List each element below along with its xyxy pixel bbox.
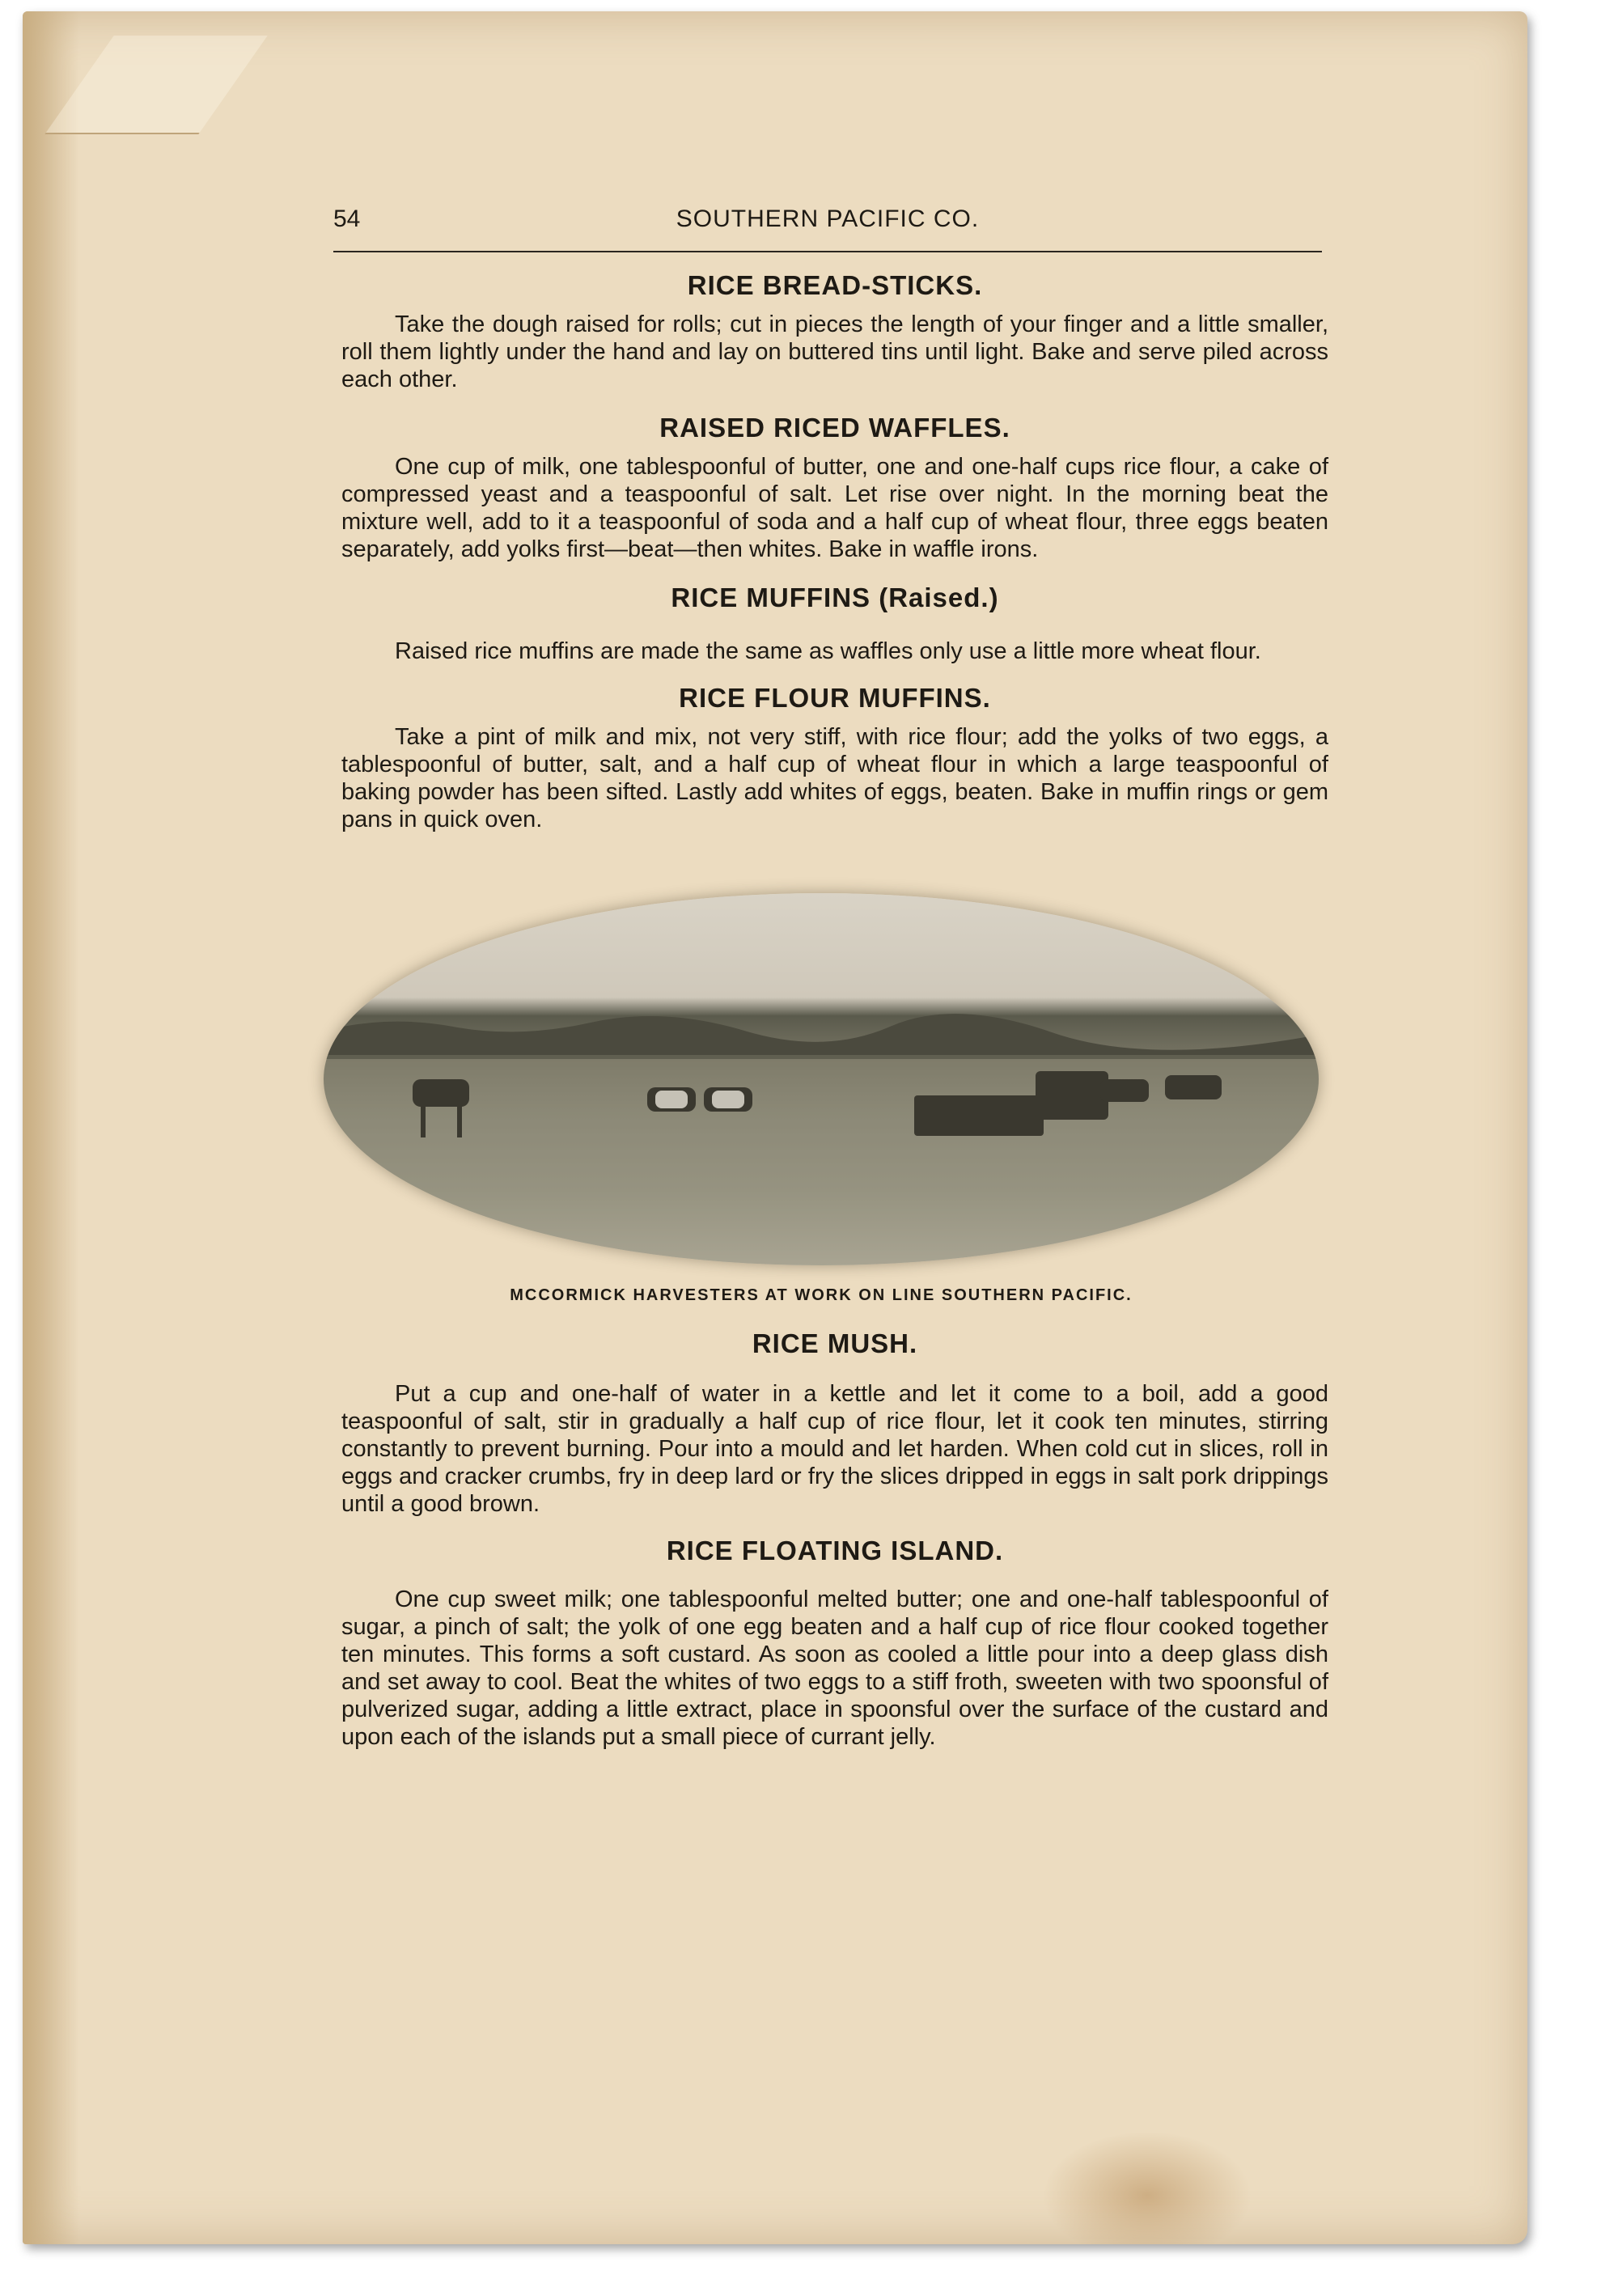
recipe-rice-bread-sticks	[341, 269, 1328, 393]
recipe-title: RAISED RICED WAFFLES.	[659, 413, 1010, 443]
recipe-text: Take a pint of milk and mix, not very stiff, with rice flour; add the yolks of two eggs, a tablespoonful of butter, salt, and a half cup of wheat flour in which a large teaspoonful of baking powder has been sifted. Lastly add whites of eggs, beaten. Bake in muffin rings or gem pans in quick oven.	[341, 724, 1328, 832]
recipe-title: RICE FLOATING ISLAND.	[666, 1536, 1004, 1565]
recipe-text: One cup sweet milk; one tablespoonful melted butter; one and one-half tablespoonful of sugar, a pinch of salt; the yolk of one egg beaten and a half cup of rice flour cooked together ten minutes. This forms a soft custard. As soon as cooled a little pour into a deep glass dish and set away to cool. Beat the whites of two eggs to a stiff froth, sweeten with two spoonsful of pulverized sugar, adding a little extract, place in spoonsful over the surface of the custard and upon each of the islands put a small piece of currant jelly.	[341, 1586, 1328, 1750]
recipe-rice-muffins	[341, 581, 1328, 665]
recipe-rice-floating-island	[341, 1534, 1328, 1751]
figure-caption: MCCORMICK HARVESTERS AT WORK ON LINE SOUTHERN PACIFIC.	[510, 1286, 1133, 1304]
recipe-title: RICE MUFFINS (Raised.)	[671, 582, 999, 612]
page-number: 54	[333, 205, 361, 232]
recipe-text: One cup of milk, one tablespoonful of butter, one and one-half cups rice flour, a cake of compressed yeast and a teaspoonful of salt. Let rise over night. In the morning beat the mixture well, add to it a teaspoonful of soda and a half cup of wheat flour, three eggs beaten separately, add yolks first—beat—then whites. Bake in waffle irons.	[341, 454, 1328, 562]
harvest-scene	[324, 893, 1319, 1265]
recipe-text: Take the dough raised for rolls; cut in pieces the length of your finger and a little smaller, roll them lightly under the hand and lay on buttered tins until light. Bake and serve piled across each other.	[341, 311, 1328, 392]
harvest-photo	[324, 893, 1319, 1265]
recipe-rice-flour-muffins	[341, 681, 1328, 833]
page-header	[333, 199, 1322, 252]
folded-corner	[44, 36, 267, 134]
recipe-text: Raised rice muffins are made the same as waffles only use a little more wheat flour.	[395, 638, 1261, 664]
recipes-upper	[341, 267, 1328, 833]
recipe-title: RICE MUSH.	[752, 1328, 918, 1358]
recipe-title: RICE FLOUR MUFFINS.	[679, 683, 991, 713]
recipe-rice-mush	[341, 1327, 1328, 1518]
recipe-text: Put a cup and one-half of water in a kettle and let it come to a boil, add a good teaspoonful of salt, stir in gradually a half cup of rice flour, let it cook ten minutes, stirring constantly to prevent burning. Pour into a mould and let harden. When cold cut in slices, roll in eggs and cracker crumbs, fry in deep lard or fry the slices dripped in eggs in salt pork drippings until a good brown.	[341, 1381, 1328, 1517]
running-title: SOUTHERN PACIFIC CO.	[676, 205, 980, 232]
harvest-figure	[324, 893, 1319, 1314]
recipe-title: RICE BREAD-STICKS.	[687, 270, 983, 300]
recipes-lower	[341, 1327, 1328, 1751]
recipe-raised-riced-waffles	[341, 411, 1328, 563]
